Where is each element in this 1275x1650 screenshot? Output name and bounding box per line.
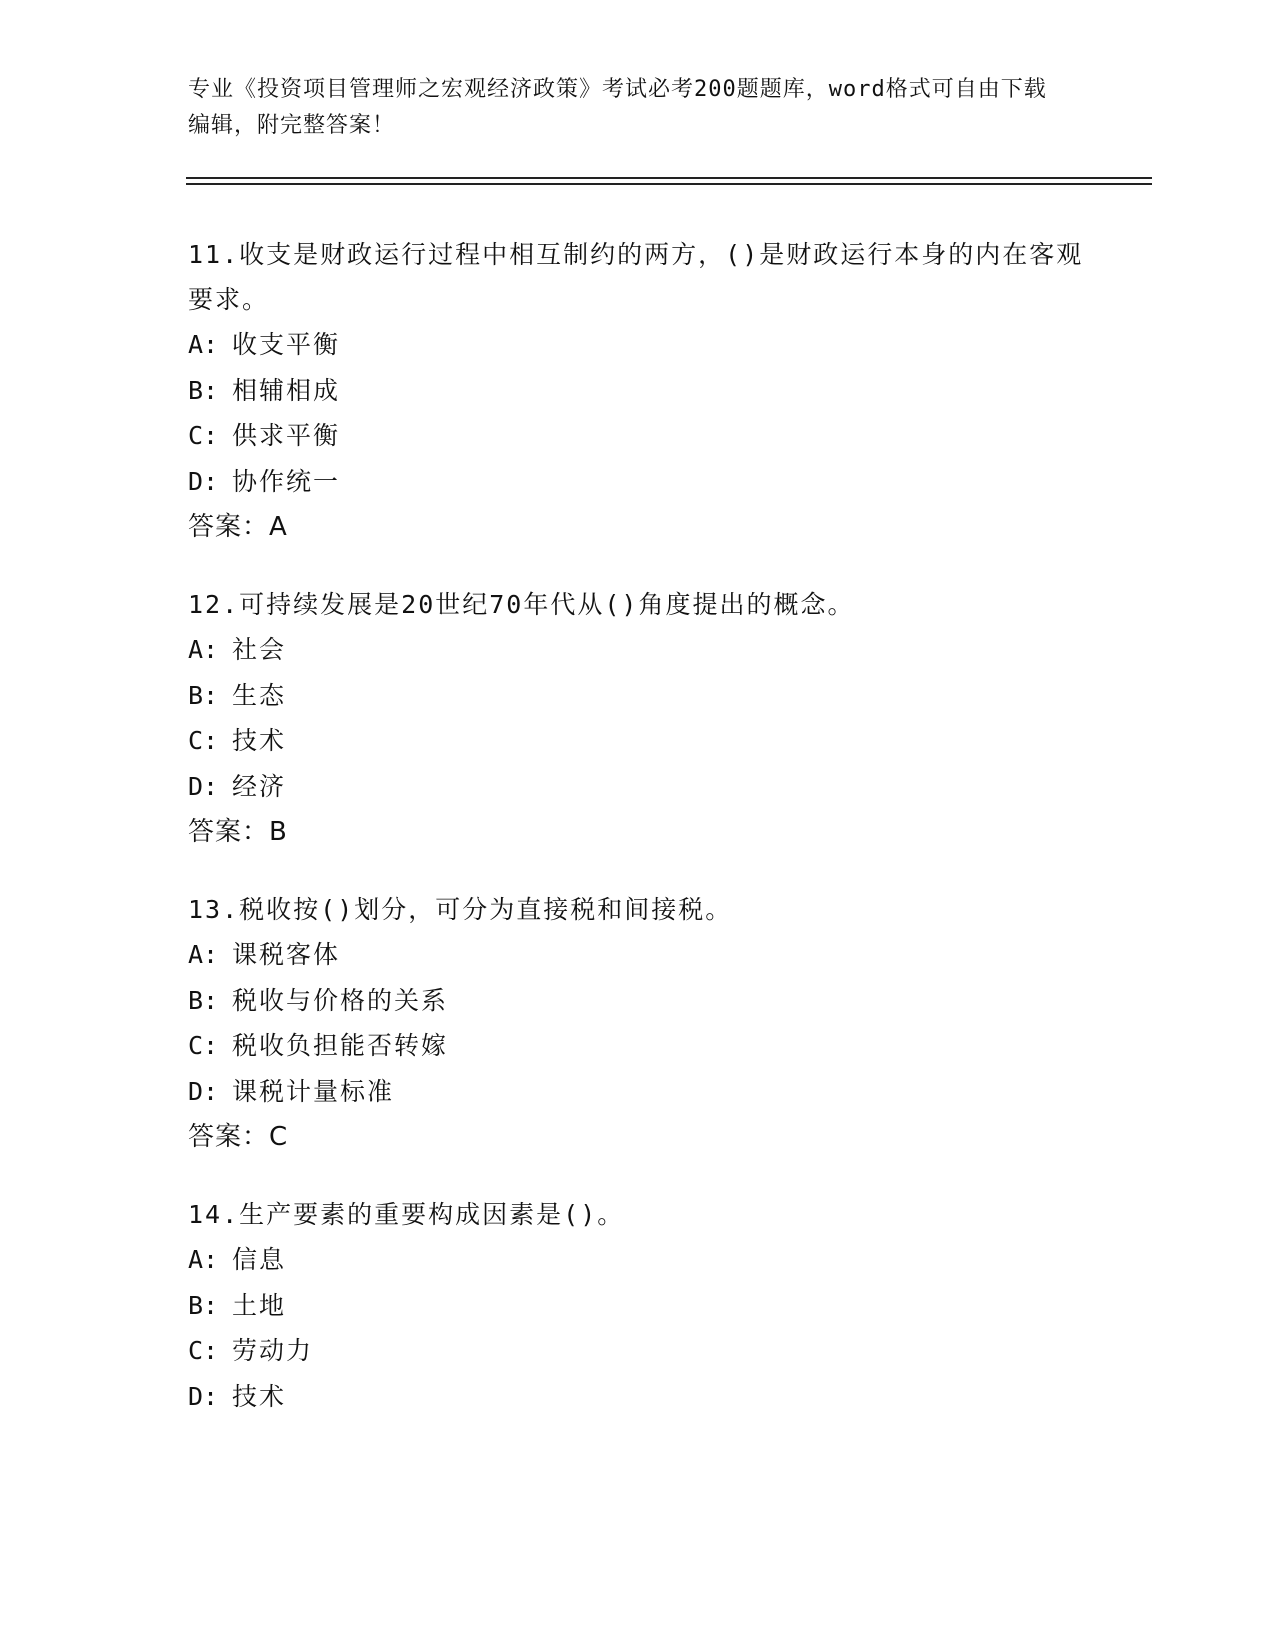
option-b <box>188 978 1088 1024</box>
option-letter: A: <box>188 635 219 664</box>
option-letter: B: <box>188 985 219 1015</box>
option-letter: B: <box>188 375 219 405</box>
option-letter: C: <box>188 1031 219 1060</box>
option-text: 相辅相成 <box>232 375 341 405</box>
answer: 答案：B <box>188 817 288 847</box>
option-d <box>188 459 1088 505</box>
option-a <box>188 932 1088 978</box>
document-header: 专业《投资项目管理师之宏观经济政策》考试必考200题题库，word格式可自由下载编辑，附完整答案！ <box>188 77 1047 138</box>
question-12 <box>188 582 1088 855</box>
question-text: 12.可持续发展是20世纪70年代从()角度提出的概念。 <box>188 590 855 619</box>
option-c <box>188 1328 1088 1374</box>
option-a <box>188 627 1088 673</box>
option-letter: A: <box>188 940 219 969</box>
option-letter: D: <box>188 1076 219 1106</box>
question-text: 13.税收按()划分，可分为直接税和间接税。 <box>188 895 733 924</box>
option-text: 课税客体 <box>232 940 341 969</box>
option-text: 协作统一 <box>232 466 341 496</box>
option-letter: B: <box>188 1290 219 1320</box>
option-text: 社会 <box>232 635 287 664</box>
option-d <box>188 1069 1088 1115</box>
option-text: 收支平衡 <box>232 330 341 359</box>
option-text: 供求平衡 <box>232 421 341 450</box>
option-text: 课税计量标准 <box>232 1076 395 1106</box>
question-list <box>188 232 1088 1451</box>
question-13 <box>188 887 1088 1160</box>
header-divider-bottom <box>186 183 1152 185</box>
option-b <box>188 368 1088 414</box>
option-letter: A: <box>188 1245 219 1274</box>
option-text: 信息 <box>232 1245 287 1274</box>
option-d <box>188 764 1088 810</box>
option-letter: B: <box>188 680 219 710</box>
option-letter: D: <box>188 771 219 801</box>
option-c <box>188 413 1088 459</box>
question-14 <box>188 1192 1088 1419</box>
option-text: 经济 <box>232 771 287 801</box>
option-c <box>188 1023 1088 1069</box>
answer: 答案：C <box>188 1122 289 1152</box>
question-text: 11.收支是财政运行过程中相互制约的两方，()是财政运行本身的内在客观要求。 <box>188 240 1084 314</box>
option-a <box>188 322 1088 368</box>
option-letter: C: <box>188 726 219 755</box>
option-a <box>188 1237 1088 1283</box>
answer: 答案：A <box>188 512 288 542</box>
option-text: 税收负担能否转嫁 <box>232 1031 449 1060</box>
option-c <box>188 718 1088 764</box>
option-text: 技术 <box>232 1381 287 1411</box>
option-letter: D: <box>188 466 219 496</box>
option-text: 税收与价格的关系 <box>232 985 449 1015</box>
option-text: 生态 <box>232 680 287 710</box>
option-text: 技术 <box>232 726 287 755</box>
question-text: 14.生产要素的重要构成因素是()。 <box>188 1200 625 1229</box>
header-divider-top <box>186 177 1152 179</box>
option-letter: A: <box>188 330 219 359</box>
option-b <box>188 673 1088 719</box>
option-letter: C: <box>188 421 219 450</box>
option-text: 土地 <box>232 1290 287 1320</box>
question-11 <box>188 232 1088 550</box>
option-b <box>188 1283 1088 1329</box>
option-letter: D: <box>188 1381 219 1411</box>
option-d <box>188 1374 1088 1420</box>
option-text: 劳动力 <box>232 1336 314 1365</box>
option-letter: C: <box>188 1336 219 1365</box>
